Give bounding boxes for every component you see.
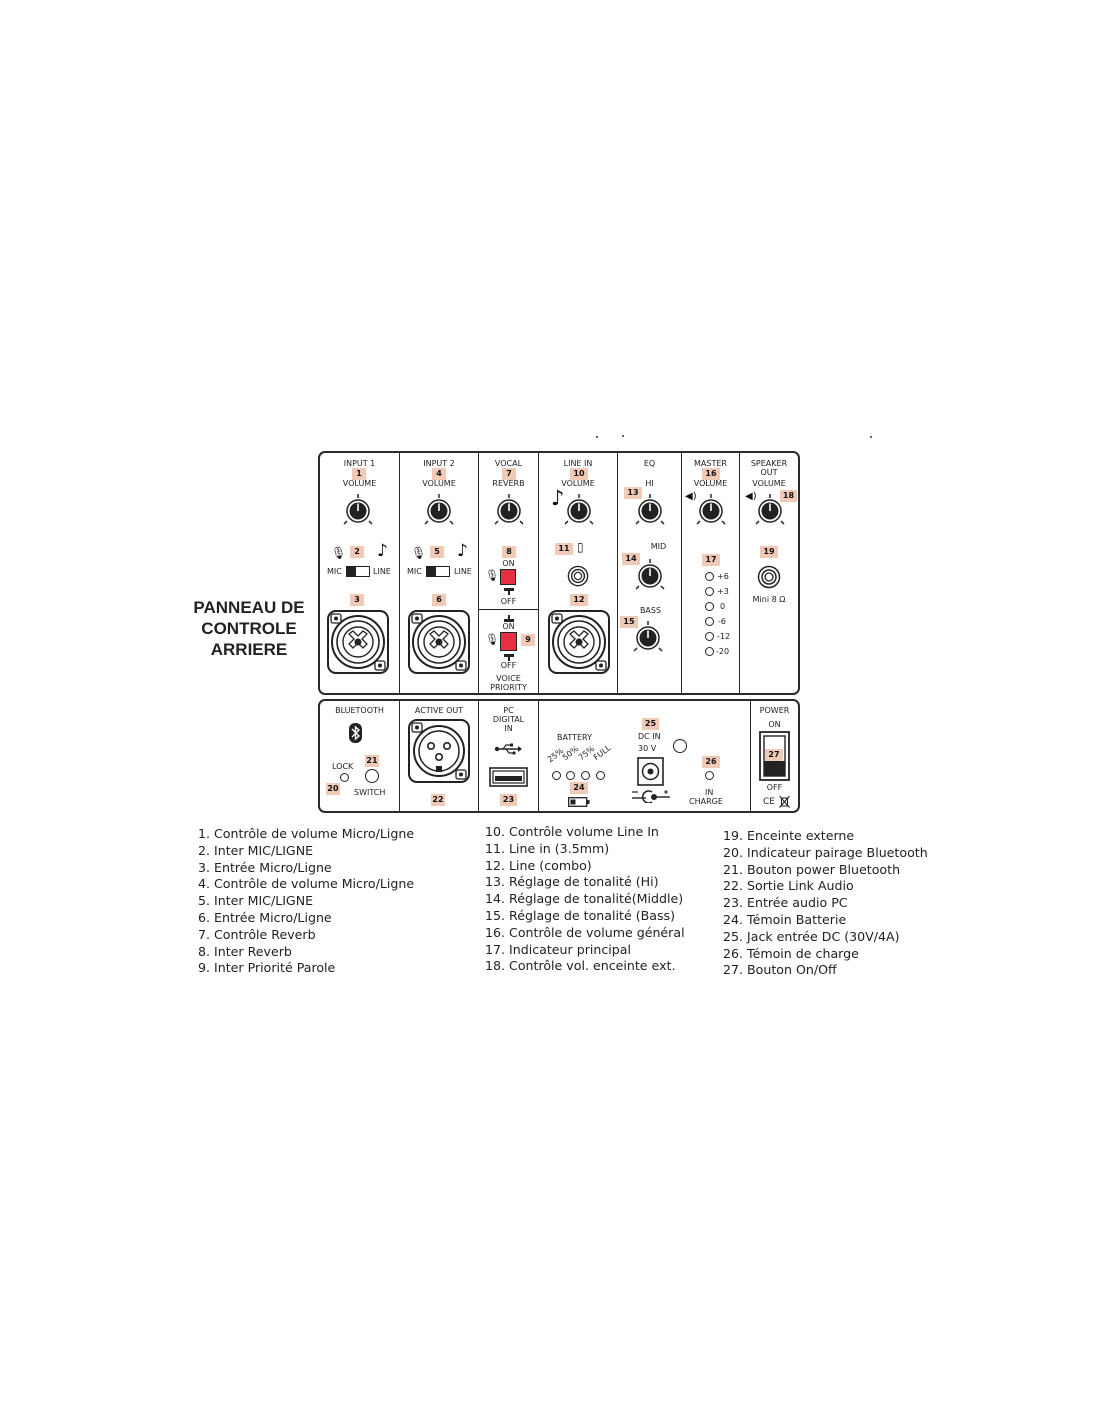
speaker-out-section <box>740 453 798 693</box>
mid-label: MID <box>650 542 667 551</box>
legend-item: 15. Réglage de tonalité (Bass) <box>485 907 676 923</box>
legend-column-1 <box>198 826 414 977</box>
legend-item: 22. Sortie Link Audio <box>723 878 854 894</box>
in-charge-label: IN <box>705 788 714 797</box>
on-bar-icon <box>504 615 514 622</box>
dc-polarity-icon <box>630 789 672 803</box>
badge-9: 9 <box>521 634 535 646</box>
badge-22: 22 <box>432 795 444 804</box>
usb-port[interactable] <box>489 767 528 787</box>
badge-14: 14 <box>622 553 640 565</box>
input2-label: INPUT 2 <box>423 459 455 468</box>
badge-7: 7 <box>502 468 516 480</box>
badge-16: 16 <box>702 468 720 480</box>
badge-8: 8 <box>502 546 516 558</box>
input2-section <box>400 453 479 693</box>
badge-3: 3 <box>350 594 364 606</box>
priority-off-label: OFF <box>500 661 517 670</box>
level-led <box>705 587 714 596</box>
bluetooth-section <box>320 701 400 811</box>
line-in-volume-label: VOLUME <box>561 479 595 488</box>
eq-hi-knob[interactable] <box>634 494 666 526</box>
input1-volume-label: VOLUME <box>342 479 377 488</box>
level-led <box>705 647 714 656</box>
badge-5: 5 <box>430 546 444 558</box>
level-led <box>705 632 714 641</box>
mic-label: MIC <box>407 567 422 576</box>
badge-17: 17 <box>702 554 720 566</box>
stray-dot <box>622 435 624 437</box>
digital-label: DIGITAL <box>492 715 525 724</box>
legend-item: 26. Témoin de charge <box>723 945 859 961</box>
battery-level-label: 75% <box>576 744 597 763</box>
input2-mic-line-switch[interactable] <box>426 566 450 577</box>
master-label: MASTER <box>694 459 727 468</box>
legend-item: 13. Réglage de tonalité (Hi) <box>485 874 659 890</box>
active-out-label: ACTIVE OUT <box>414 706 464 715</box>
voltage-label: 30 V <box>638 744 657 753</box>
line-in-35mm-jack[interactable] <box>567 565 589 587</box>
master-section <box>682 453 740 693</box>
legend-item: 12. Line (combo) <box>485 857 592 873</box>
mini-8-ohm-label: Mini 8 Ω <box>752 595 786 604</box>
mounting-screw <box>673 739 687 753</box>
power-off-label: OFF <box>766 783 783 792</box>
master-volume-knob[interactable] <box>695 494 727 526</box>
input1-combo-jack[interactable] <box>327 610 389 674</box>
legend-item: 16. Contrôle de volume général <box>485 924 685 940</box>
badge-18: 18 <box>780 490 797 502</box>
power-label: POWER <box>759 706 790 715</box>
input1-volume-knob[interactable] <box>342 494 374 526</box>
panel-title: PANNEAU DE CONTROLE ARRIERE <box>193 598 305 659</box>
in-label: IN <box>504 724 513 733</box>
power-section <box>751 701 798 811</box>
level-label: 0 <box>720 602 726 611</box>
line-in-section <box>539 453 618 693</box>
ce-mark: CE <box>763 797 775 807</box>
vocal-label: VOCAL <box>494 459 523 468</box>
bluetooth-label: BLUETOOTH <box>335 706 384 715</box>
eq-bass-knob[interactable] <box>632 621 664 653</box>
eq-label: EQ <box>643 459 656 468</box>
speaker-icon: ◀) <box>745 491 757 502</box>
input2-combo-jack[interactable] <box>408 610 470 674</box>
legend-item: 19. Enceinte externe <box>723 828 855 843</box>
badge-12: 12 <box>570 594 588 606</box>
pc-label: PC <box>503 706 514 715</box>
line-label: LINE <box>373 567 391 576</box>
legend-column-2 <box>485 824 685 975</box>
line-in-volume-knob[interactable] <box>563 494 595 526</box>
stray-dot <box>596 436 598 438</box>
badge-6: 6 <box>432 594 446 606</box>
vocal-reverb-section <box>479 453 539 693</box>
level-led <box>705 602 714 611</box>
badge-27: 27 <box>765 749 783 761</box>
music-note-icon: ♪ <box>457 541 468 561</box>
off-bar-icon <box>504 654 514 661</box>
badge-25: 25 <box>642 718 659 730</box>
legend-column-3 <box>723 828 928 979</box>
legend-item: 6. Entrée Micro/Ligne <box>198 909 332 925</box>
badge-2: 2 <box>350 546 364 558</box>
input2-volume-label: VOLUME <box>422 479 456 488</box>
pc-digital-in-section <box>479 701 539 811</box>
charge-led <box>705 771 714 780</box>
battery-level-label: 25% <box>545 746 566 765</box>
legend-item: 20. Indicateur pairage Bluetooth <box>723 844 928 860</box>
eq-section <box>618 453 682 693</box>
voice-label: VOICE <box>496 674 521 683</box>
hi-label: HI <box>645 479 654 488</box>
legend-item: 24. Témoin Batterie <box>723 911 847 927</box>
battery-dc-section <box>539 701 751 811</box>
priority-on-label: ON <box>502 622 515 631</box>
battery-led <box>552 771 561 780</box>
legend-item: 27. Bouton On/Off <box>723 962 837 978</box>
legend-item: 11. Line in (3.5mm) <box>485 840 610 856</box>
legend-item: 23. Entrée audio PC <box>723 895 848 911</box>
charge-label: CHARGE <box>689 797 723 806</box>
badge-20: 20 <box>327 784 339 793</box>
dc-in-jack[interactable] <box>637 757 664 786</box>
battery-level-label: FULL <box>591 743 613 763</box>
level-label: +6 <box>717 572 729 581</box>
legend-item: 5. Inter MIC/LIGNE <box>198 893 314 909</box>
speaker-volume-label: VOLUME <box>752 479 786 488</box>
eq-mid-knob[interactable] <box>634 559 666 591</box>
input1-mic-line-switch[interactable] <box>346 566 370 577</box>
bottom-control-panel <box>318 699 800 813</box>
legend-item: 18. Contrôle vol. enceinte ext. <box>485 958 676 974</box>
badge-4: 4 <box>432 468 446 480</box>
legend-item: 8. Inter Reverb <box>198 943 292 959</box>
dc-in-label: DC IN <box>638 732 661 741</box>
badge-26: 26 <box>702 756 720 768</box>
active-out-xlr-jack[interactable] <box>408 719 470 783</box>
badge-21: 21 <box>366 756 378 765</box>
music-note-icon: ♪ <box>551 486 565 510</box>
line-label: LINE <box>454 567 472 576</box>
legend-item: 10. Contrôle volume Line In <box>485 824 659 839</box>
switch-label: SWITCH <box>354 788 386 797</box>
out-label: OUT <box>760 468 778 477</box>
battery-led <box>566 771 575 780</box>
phone-jack-icon: ▯ <box>577 540 584 554</box>
legend-item: 1. Contrôle de volume Micro/Ligne <box>198 826 415 841</box>
stray-dot <box>870 436 872 438</box>
battery-led <box>581 771 590 780</box>
reverb-switch[interactable] <box>500 569 516 585</box>
input1-section <box>320 453 400 693</box>
voice-priority-switch[interactable] <box>500 632 517 651</box>
legend-item: 7. Contrôle Reverb <box>198 926 316 942</box>
active-out-section <box>400 701 479 811</box>
legend-item: 21. Bouton power Bluetooth <box>723 861 901 877</box>
legend-item: 3. Entrée Micro/Ligne <box>198 859 332 875</box>
badge-11: 11 <box>555 543 573 555</box>
speaker-volume-knob[interactable] <box>754 494 786 526</box>
mic-icon: 🎙 <box>411 546 427 560</box>
power-on-label: ON <box>768 720 781 729</box>
mic-icon: 🎙 <box>331 546 347 560</box>
legend-item: 14. Réglage de tonalité(Middle) <box>485 891 684 907</box>
level-label: -12 <box>717 632 731 641</box>
level-led <box>705 572 714 581</box>
reverb-on-label: ON <box>502 559 515 568</box>
level-label: +3 <box>717 587 729 596</box>
speaker-icon: ◀) <box>685 491 697 502</box>
legend-item: 25. Jack entrée DC (30V/4A) <box>723 928 900 944</box>
battery-level-label: 50% <box>560 744 581 763</box>
usb-icon <box>494 743 522 755</box>
master-volume-label: VOLUME <box>693 479 728 488</box>
level-led <box>705 617 714 626</box>
badge-19: 19 <box>760 546 778 558</box>
legend-item: 17. Indicateur principal <box>485 941 631 957</box>
line-in-label: LINE IN <box>563 459 593 468</box>
legend-item: 4. Contrôle de volume Micro/Ligne <box>198 876 415 892</box>
input2-volume-knob[interactable] <box>423 494 455 526</box>
speaker-out-jack[interactable] <box>757 565 781 589</box>
line-in-combo-jack[interactable] <box>548 610 610 674</box>
lock-label: LOCK <box>332 762 354 771</box>
mic-icon: 🎙 <box>485 569 499 582</box>
input1-label: INPUT 1 <box>343 459 376 468</box>
speaker-label: SPEAKER <box>750 459 788 468</box>
bluetooth-icon <box>349 723 362 743</box>
badge-10: 10 <box>570 468 588 480</box>
bass-label: BASS <box>639 606 662 615</box>
off-bar-icon <box>504 588 514 595</box>
battery-icon <box>568 797 590 807</box>
divider <box>479 609 538 610</box>
reverb-knob[interactable] <box>493 494 525 526</box>
bluetooth-switch-button[interactable] <box>365 769 379 783</box>
reverb-label: REVERB <box>492 479 525 488</box>
priority-label: PRIORITY <box>490 683 527 692</box>
battery-label: BATTERY <box>557 733 592 742</box>
music-note-icon: ♪ <box>377 541 388 561</box>
legend-item: 9. Inter Priorité Parole <box>198 960 336 976</box>
badge-1: 1 <box>352 468 366 480</box>
mic-icon: 🎙 <box>485 633 499 646</box>
badge-13: 13 <box>624 487 642 499</box>
level-label: -6 <box>718 617 726 626</box>
legend-item: 2. Inter MIC/LIGNE <box>198 842 314 858</box>
badge-23: 23 <box>500 794 517 806</box>
battery-led <box>596 771 605 780</box>
mic-label: MIC <box>327 567 342 576</box>
reverb-off-label: OFF <box>500 597 517 606</box>
weee-bin-icon <box>779 795 790 808</box>
level-label: -20 <box>716 647 730 656</box>
badge-24: 24 <box>570 782 588 794</box>
badge-15: 15 <box>620 616 638 628</box>
bluetooth-pair-led <box>340 773 349 782</box>
top-control-panel <box>318 451 800 695</box>
